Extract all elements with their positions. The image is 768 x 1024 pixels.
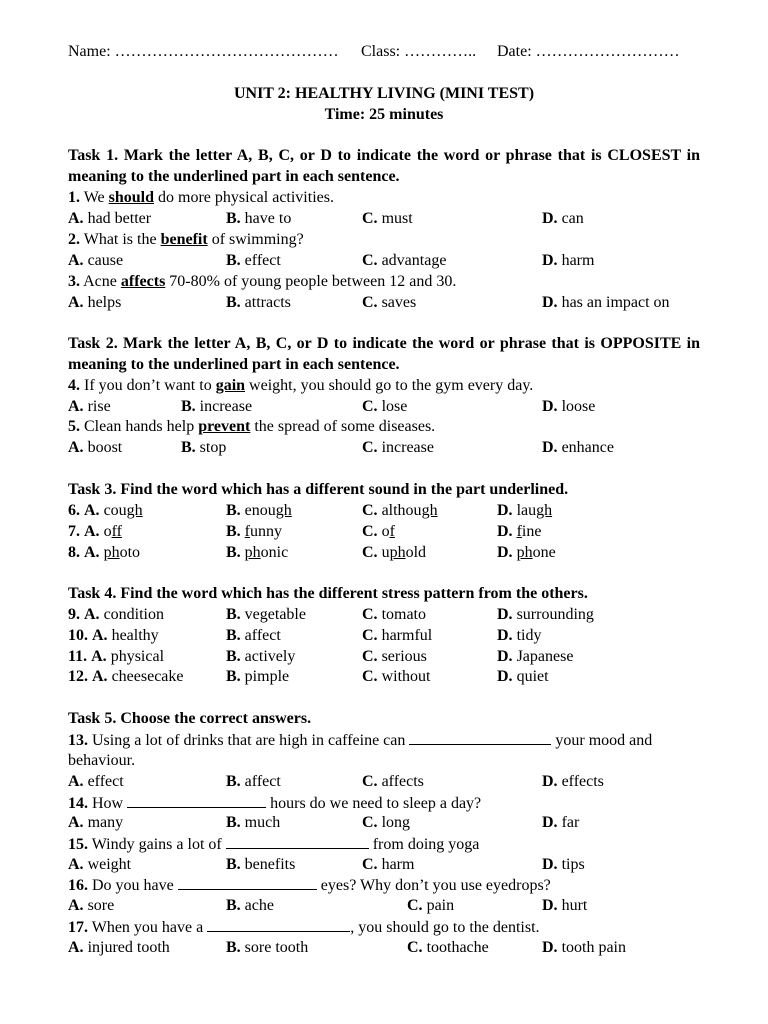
option-a[interactable]: 8. A. photo xyxy=(68,544,141,561)
question-14 xyxy=(68,792,700,813)
question-number: 2. xyxy=(68,231,80,248)
option-b[interactable]: B. affect xyxy=(226,627,281,644)
question-text: of swimming? xyxy=(207,231,304,248)
option-d[interactable]: D. enhance xyxy=(542,439,614,456)
question-text: your mood and xyxy=(551,732,653,749)
option-a[interactable]: 10. A. healthy xyxy=(68,627,159,644)
question-number: 14. xyxy=(68,795,88,812)
question-text: Clean hands help xyxy=(80,418,199,435)
question-1 xyxy=(68,187,700,208)
question-text: 70-80% of young people between 12 and 30. xyxy=(165,273,457,290)
question-number: 4. xyxy=(68,377,80,394)
option-b[interactable]: B. benefits xyxy=(226,856,296,873)
option-d[interactable]: D. tidy xyxy=(497,627,542,644)
option-c[interactable]: C. long xyxy=(362,814,411,831)
task3-instruction: Task 3. Find the word which has a different sound in the part underlined. xyxy=(68,481,569,498)
option-a[interactable]: A. helps xyxy=(68,294,122,311)
question-text: We xyxy=(80,189,109,206)
question-10 xyxy=(0,625,768,646)
option-a[interactable]: 12. A. cheesecake xyxy=(68,668,184,685)
task5-instruction: Task 5. Choose the correct answers. xyxy=(68,710,312,727)
option-a[interactable]: A. had better xyxy=(68,210,152,227)
option-c[interactable]: C. must xyxy=(362,210,413,227)
option-c[interactable]: C. although xyxy=(362,502,438,519)
question-text: How xyxy=(88,795,128,812)
question-3 xyxy=(68,271,700,292)
name-field: Name: …………………………………… xyxy=(68,43,339,60)
question-8 xyxy=(0,542,768,563)
question-15 xyxy=(68,833,700,854)
option-d[interactable]: D. hurt xyxy=(542,897,588,914)
underlined-word: affects xyxy=(120,273,166,290)
option-d[interactable]: D. can xyxy=(542,210,584,227)
options-13 xyxy=(0,771,768,792)
question-number: 17. xyxy=(68,919,88,936)
question-number: 5. xyxy=(68,418,80,435)
underlined-word: benefit xyxy=(160,231,208,248)
option-b[interactable]: B. increase xyxy=(181,398,253,415)
option-a[interactable]: A. sore xyxy=(68,897,115,914)
question-number: 3. xyxy=(68,273,80,290)
question-text: eyes? Why don’t you use eyedrops? xyxy=(316,877,551,894)
question-text: do more physical activities. xyxy=(154,189,334,206)
underlined-word: gain xyxy=(215,377,246,394)
option-c[interactable]: C. harmful xyxy=(362,627,433,644)
option-b[interactable]: B. phonic xyxy=(226,544,289,561)
option-c[interactable]: C. affects xyxy=(362,773,424,790)
options-3 xyxy=(0,292,768,313)
task2-instruction: Task 2. Mark the letter A, B, C, or D to indicate the word or phrase that is OPPOSITE in meaning to the underlined part in each sentence. xyxy=(68,335,700,373)
option-c[interactable]: C. pain xyxy=(407,897,455,914)
option-d[interactable]: D. has an impact on xyxy=(542,294,670,311)
underlined-word: should xyxy=(108,189,155,206)
option-a[interactable]: 6. A. cough xyxy=(68,502,143,519)
option-c[interactable]: C. lose xyxy=(362,398,408,415)
option-c[interactable]: C. uphold xyxy=(362,544,427,561)
underlined-word: prevent xyxy=(198,418,251,435)
answer-blank[interactable] xyxy=(207,916,350,932)
question-text: Windy gains a lot of xyxy=(88,836,226,853)
options-5 xyxy=(0,437,768,458)
option-a[interactable]: A. effect xyxy=(68,773,124,790)
option-c[interactable]: C. saves xyxy=(362,294,417,311)
question-9 xyxy=(0,604,768,625)
option-a[interactable]: 11. A. physical xyxy=(68,648,165,665)
option-d[interactable]: D. harm xyxy=(542,252,595,269)
answer-blank[interactable] xyxy=(226,833,369,849)
option-a[interactable]: 7. A. off xyxy=(68,523,122,540)
question-number: 13. xyxy=(68,732,88,749)
question-text: When you have a xyxy=(88,919,208,936)
option-b[interactable]: B. much xyxy=(226,814,281,831)
option-d[interactable]: D. phone xyxy=(497,544,556,561)
student-info-header xyxy=(68,41,708,62)
option-a[interactable]: A. injured tooth xyxy=(68,939,170,956)
option-d[interactable]: D. laugh xyxy=(497,502,553,519)
question-6 xyxy=(0,500,768,521)
option-b[interactable]: B. vegetable xyxy=(226,606,306,623)
option-c[interactable]: C. harm xyxy=(362,856,415,873)
option-b[interactable]: B. ache xyxy=(226,897,274,914)
question-11 xyxy=(0,646,768,667)
question-2 xyxy=(68,229,700,250)
options-2 xyxy=(0,250,768,271)
question-text: hours do we need to sleep a day? xyxy=(266,795,482,812)
option-d[interactable]: D. loose xyxy=(542,398,596,415)
option-d[interactable]: D. effects xyxy=(542,773,604,790)
options-14 xyxy=(0,812,768,833)
question-4 xyxy=(68,375,700,396)
option-b[interactable]: B. effect xyxy=(226,252,281,269)
time-limit: Time: 25 minutes xyxy=(324,106,444,123)
option-c[interactable]: C. without xyxy=(362,668,431,685)
question-text: Acne xyxy=(80,273,121,290)
question-13 xyxy=(68,729,700,750)
question-5 xyxy=(68,416,700,437)
question-text: What is the xyxy=(80,231,161,248)
option-c[interactable]: C. of xyxy=(362,523,395,540)
question-17 xyxy=(68,916,700,937)
options-1 xyxy=(0,208,768,229)
question-text: Using a lot of drinks that are high in caffeine can xyxy=(88,732,410,749)
option-a[interactable]: A. rise xyxy=(68,398,111,415)
option-d[interactable]: D. Japanese xyxy=(497,648,574,665)
option-d[interactable]: D. fine xyxy=(497,523,542,540)
date-field: Date: ……………………… xyxy=(497,43,680,60)
question-number: 15. xyxy=(68,836,88,853)
option-d[interactable]: D. quiet xyxy=(497,668,549,685)
question-text: Do you have xyxy=(88,877,178,894)
task4-instruction: Task 4. Find the word which has the different stress pattern from the others. xyxy=(68,585,588,602)
option-b[interactable]: B. attracts xyxy=(226,294,291,311)
options-17 xyxy=(0,937,768,958)
question-text: the spread of some diseases. xyxy=(250,418,436,435)
option-c[interactable]: C. toothache xyxy=(407,939,489,956)
option-c[interactable]: C. increase xyxy=(362,439,434,456)
question-number: 16. xyxy=(68,877,88,894)
task1-instruction: Task 1. Mark the letter A, B, C, or D to indicate the word or phrase that is CLOSEST in meaning to the underlined part in each sentence. xyxy=(68,147,700,185)
option-b[interactable]: B. affect xyxy=(226,773,281,790)
question-16 xyxy=(68,874,700,895)
options-16 xyxy=(0,895,768,916)
option-d[interactable]: D. tooth pain xyxy=(542,939,626,956)
option-c[interactable]: C. serious xyxy=(362,648,427,665)
option-b[interactable]: B. funny xyxy=(226,523,282,540)
options-15 xyxy=(0,854,768,875)
question-text: If you don’t want to xyxy=(80,377,216,394)
option-a[interactable]: 9. A. condition xyxy=(68,606,164,623)
options-4 xyxy=(0,396,768,417)
option-d[interactable]: D. surrounding xyxy=(497,606,594,623)
option-d[interactable]: D. tips xyxy=(542,856,585,873)
option-b[interactable]: B. stop xyxy=(181,439,227,456)
option-d[interactable]: D. far xyxy=(542,814,580,831)
question-text: , you should go to the dentist. xyxy=(350,919,540,936)
option-b[interactable]: B. pimple xyxy=(226,668,290,685)
option-b[interactable]: B. have to xyxy=(226,210,292,227)
page-title: UNIT 2: HEALTHY LIVING (MINI TEST) xyxy=(233,85,535,102)
question-text: from doing yoga xyxy=(368,836,480,853)
answer-blank[interactable] xyxy=(127,792,266,808)
question-text: weight, you should go to the gym every day. xyxy=(245,377,534,394)
question-number: 1. xyxy=(68,189,80,206)
option-b[interactable]: B. actively xyxy=(226,648,296,665)
option-c[interactable]: C. tomato xyxy=(362,606,426,623)
question-12 xyxy=(0,666,768,687)
option-a[interactable]: A. cause xyxy=(68,252,124,269)
option-b[interactable]: B. enough xyxy=(226,502,292,519)
option-a[interactable]: A. boost xyxy=(68,439,123,456)
answer-blank[interactable] xyxy=(178,874,317,890)
option-c[interactable]: C. advantage xyxy=(362,252,447,269)
question-13-continued: behaviour. xyxy=(68,752,136,769)
question-7 xyxy=(0,521,768,542)
option-a[interactable]: A. weight xyxy=(68,856,132,873)
option-a[interactable]: A. many xyxy=(68,814,124,831)
class-field: Class: ………….. xyxy=(361,43,477,60)
option-b[interactable]: B. sore tooth xyxy=(226,939,309,956)
answer-blank[interactable] xyxy=(409,729,551,745)
